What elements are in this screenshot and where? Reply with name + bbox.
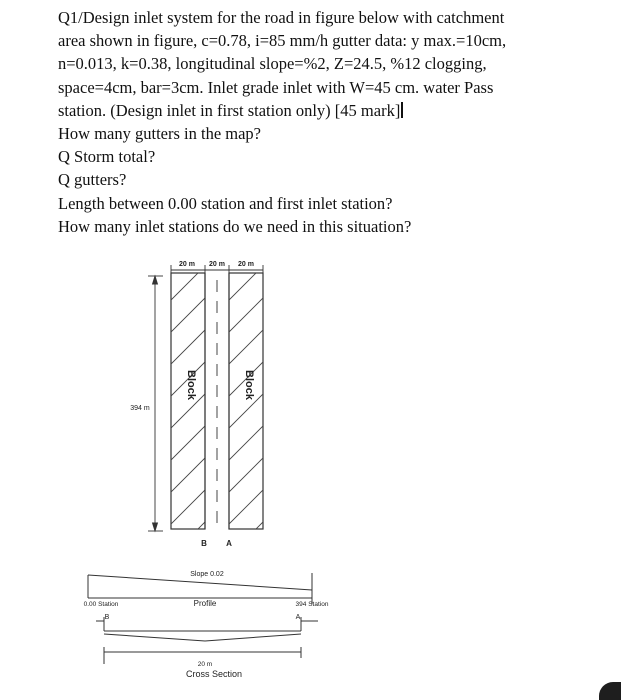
question-line-7: Q Storm total? [58, 147, 156, 167]
question-line-1: Q1/Design inlet system for the road in figure below with catchment [58, 8, 505, 27]
station-marker-b [96, 617, 104, 631]
width-label-2: 20 m [209, 261, 225, 268]
cross-section-label: Cross Section [185, 669, 243, 679]
marker-b-label: B [104, 614, 110, 621]
question-line-2: area shown in figure, c=0.78, i=85 mm/h gutter data: y max.=10cm, [58, 31, 507, 51]
station-marker-a [301, 617, 318, 631]
left-block [171, 266, 205, 556]
road [205, 273, 229, 529]
length-dimension [148, 276, 163, 531]
question-line-3: n=0.013, k=0.38, longitudinal slope=%2, Z=24.5, %12 clogging, [58, 54, 487, 74]
question-line-6: How many gutters in the map? [58, 124, 261, 144]
block-label-right: Block [243, 370, 255, 400]
slope-label: Slope 0.02 [190, 571, 224, 578]
profile-label: Profile [193, 599, 217, 608]
length-label: 394 m [130, 405, 150, 412]
width-label-3: 20 m [238, 261, 254, 268]
right-block [229, 266, 263, 556]
question-line-10: How many inlet stations do we need in this situation? [58, 216, 412, 236]
question-line-9: Length between 0.00 station and first inlet station? [58, 193, 393, 213]
question-line-8: Q gutters? [58, 170, 127, 190]
block-label-left: Block [185, 370, 197, 400]
marker-a-label: A [295, 614, 301, 621]
gutter-a-label: A [226, 539, 232, 548]
cross-section-outline [104, 631, 301, 664]
question-line-4: space=4cm, bar=3cm. Inlet grade inlet with W=45 cm. water Pass [58, 77, 494, 97]
end-station-label: 394 Station [295, 601, 329, 608]
width-label-1: 20 m [179, 261, 195, 268]
start-station-label: 0.00 Station [83, 601, 119, 608]
cross-section-width-label: 20 m [197, 661, 213, 668]
question-line-5: station. (Design inlet in first station only) [45 mark] [58, 99, 606, 122]
gutter-b-label: B [201, 539, 207, 548]
